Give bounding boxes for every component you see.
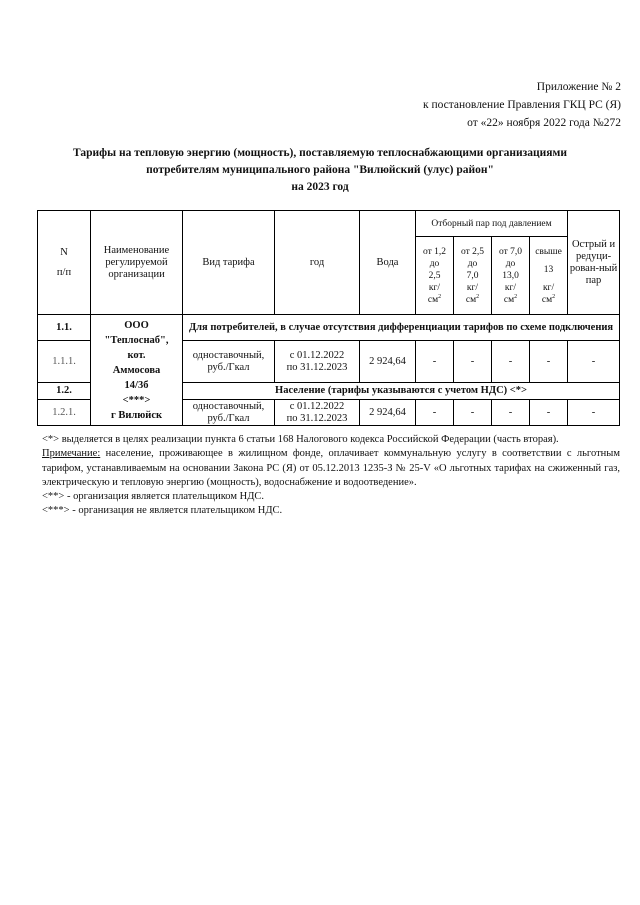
steam-2-to: до — [467, 258, 478, 269]
steam-1-to: до — [429, 258, 440, 269]
org-line-7: г Вилюйск — [110, 409, 163, 421]
steam-1-unit: кг/ — [428, 282, 441, 293]
steam-2-cm: $см^2$ — [465, 293, 480, 305]
title-line-2: потребителям муниципального района "Вилюйский (улус) район" — [146, 164, 494, 176]
header-n-label: N — [60, 246, 68, 258]
header-year: год — [275, 211, 360, 315]
org-line-4: Аммосова — [112, 364, 161, 376]
footnote-triple-star: <***> - организация не является плательщиком НДС. — [42, 505, 283, 517]
title-line-1: Тарифы на тепловую энергию (мощность), поставляемую теплоснабжающими организациями — [73, 147, 567, 159]
sharp-steam-cell: - — [568, 400, 620, 426]
steam-3-to: до — [505, 258, 516, 269]
steam-1-from: от 1,2 — [422, 246, 447, 257]
steam-2-from: от 2,5 — [460, 246, 485, 257]
org-line-3: кот. — [127, 349, 146, 361]
steam-cell: - — [416, 341, 454, 383]
section-heading: Население (тарифы указываются с учетом НДС) <*> — [183, 383, 620, 400]
footnote-star: <*> выделяется в целях реализации пункта 6 статьи 168 Налогового кодекса Российской Федерации (часть вторая). — [42, 434, 559, 445]
steam-3-value: 13,0 — [502, 270, 519, 281]
header-steam-2 — [454, 237, 492, 315]
appendix-line-2: к постановление Правления ГКЦ РС (Я) — [422, 99, 621, 111]
steam-cell: - — [454, 341, 492, 383]
year-cell — [275, 341, 360, 383]
org-line-5: 14/3б — [124, 379, 149, 391]
year-from: с 01.12.2022 — [289, 349, 345, 361]
appendix-line-1: Приложение № 2 — [536, 81, 621, 93]
steam-4-unit: кг/ — [542, 282, 555, 293]
year-from: с 01.12.2022 — [289, 400, 345, 412]
steam-cell: - — [416, 400, 454, 426]
header-steam-3 — [492, 237, 530, 315]
section-heading: Для потребителей, в случае отсутствия дифференциации тарифов по схеме подключения — [183, 315, 620, 341]
steam-2-value: 7,0 — [466, 270, 479, 281]
header-steam-4 — [530, 237, 568, 315]
water-cell: 2 924,64 — [360, 400, 416, 426]
steam-cell: - — [530, 400, 568, 426]
tariff-type-cell: одноставочный, руб./Гкал — [183, 400, 275, 426]
sharp-steam-cell: - — [568, 341, 620, 383]
header-water: Вода — [360, 211, 416, 315]
year-to: по 31.12.2023 — [286, 361, 348, 373]
header-sharp-steam: Острый и редуци-рован-ный пар — [568, 211, 620, 315]
title-line-3: на 2023 год — [291, 181, 349, 193]
steam-3-unit: кг/ — [504, 282, 517, 293]
row-number: 1.2.1. — [38, 400, 91, 426]
row-number: 1.1. — [38, 315, 91, 341]
appendix-line-3: от «22» ноября 2022 года №272 — [467, 117, 621, 129]
header-row-1 — [38, 211, 620, 237]
org-line-1: ООО — [124, 319, 149, 331]
header-org: Наименование регулируемой организации — [91, 211, 183, 315]
tariff-table — [37, 210, 620, 426]
year-to: по 31.12.2023 — [286, 412, 348, 424]
steam-cell: - — [530, 341, 568, 383]
note-text: население, проживающее в жилищном фонде, оплачивает коммунальную услугу в соответствии с льготным тарифом, устанавливаемым на основании Закона РС (Я) от 05.12.2013 1235-З № 25-V «О льготных тарифах на сжиженный газ, электрическую и тепловую энергию (мощность), водоснабжение и водоотведение». — [42, 448, 620, 488]
header-steam-group: Отборный пар под давлением — [416, 211, 568, 237]
steam-3-from: от 7,0 — [498, 246, 523, 257]
footnotes — [42, 433, 620, 519]
water-cell: 2 924,64 — [360, 341, 416, 383]
steam-3-cm: $см^2$ — [503, 293, 518, 305]
appendix-block — [423, 78, 621, 132]
steam-2-unit: кг/ — [466, 282, 479, 293]
header-n-sub: п/п — [56, 266, 72, 278]
steam-1-value: 2,5 — [428, 270, 441, 281]
footnote-note — [42, 447, 620, 490]
document-title — [0, 145, 640, 196]
row-number: 1.1.1. — [38, 341, 91, 383]
org-line-6: <***> — [122, 394, 151, 406]
steam-4-cm: $см^2$ — [541, 293, 556, 305]
year-cell — [275, 400, 360, 426]
steam-4-from: свыше — [535, 246, 562, 257]
steam-1-cm: $см^2$ — [427, 293, 442, 305]
steam-cell: - — [492, 400, 530, 426]
header-steam-1 — [416, 237, 454, 315]
steam-cell: - — [454, 400, 492, 426]
org-line-2: "Теплоснаб", — [104, 334, 169, 346]
steam-cell: - — [492, 341, 530, 383]
footnote-double-star: <**> - организация является плательщиком НДС. — [42, 491, 264, 503]
header-tariff-type: Вид тарифа — [183, 211, 275, 315]
steam-4-value: 13 — [543, 264, 554, 275]
note-label: Примечание: — [42, 448, 101, 460]
table-row — [38, 315, 620, 341]
row-number: 1.2. — [38, 383, 91, 400]
tariff-type-cell: одноставочный, руб./Гкал — [183, 341, 275, 383]
org-name-cell — [91, 315, 183, 426]
header-n — [38, 211, 91, 315]
